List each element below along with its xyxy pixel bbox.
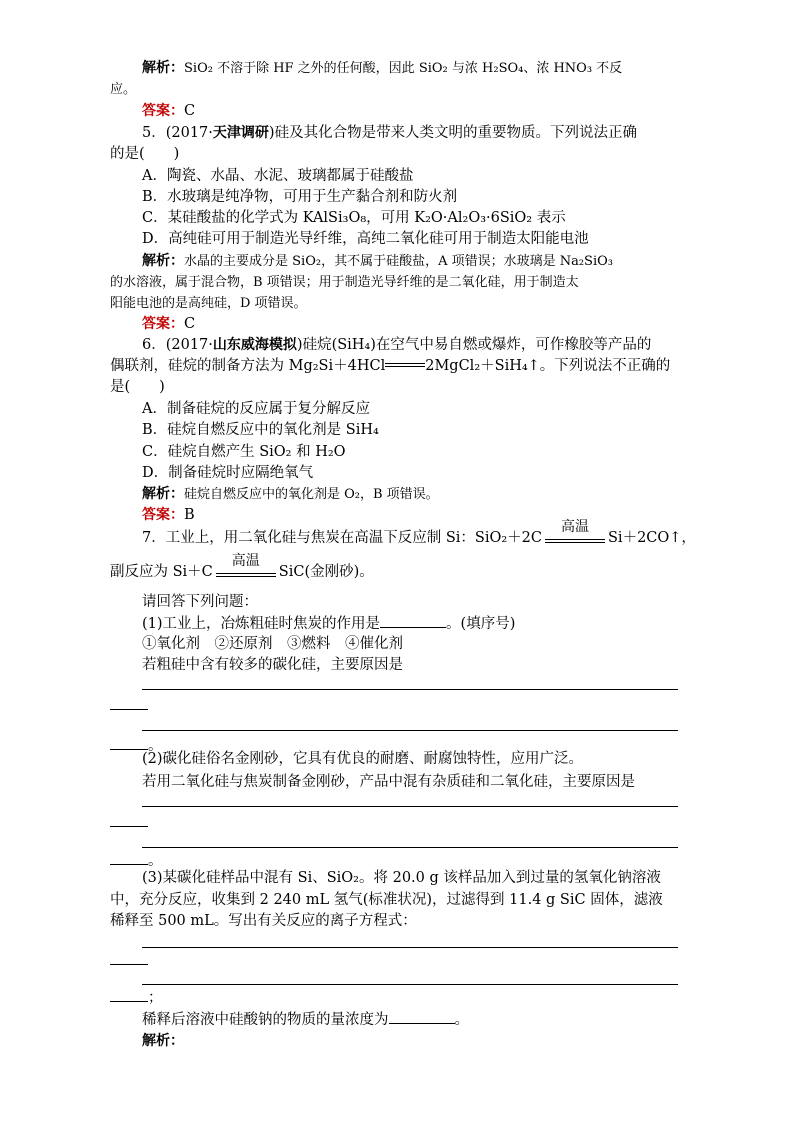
- q5-option-d: D．高纯硅可用于制造光导纤维，高纯二氧化硅可用于制造太阳能电池: [142, 231, 589, 247]
- q6-answer: 答案：B: [142, 507, 195, 523]
- answer-blank[interactable]: [380, 613, 446, 628]
- q5-analysis-line1: 解析：水晶的主要成分是 SiO₂，其不属于硅酸盐，A 项错误；水玻璃是 Na₂SiO₃: [142, 253, 613, 269]
- analysis-label: 解析：: [142, 60, 184, 76]
- answer-blank[interactable]: [389, 1009, 455, 1024]
- analysis-label: 解析：: [142, 486, 184, 502]
- q7-analysis: [142, 1031, 184, 1052]
- q5-stem-line1: 5．(2017·天津调研)硅及其化合物是带来人类文明的重要物质。下列说法正确: [142, 125, 638, 141]
- answer-line[interactable]: [142, 847, 678, 848]
- answer-line[interactable]: [142, 689, 678, 690]
- q6-stem-line3: 是( ): [110, 379, 165, 395]
- q7-part2-line1: (2)碳化硅俗名金刚砂，它具有优良的耐磨、耐腐蚀特性，应用广泛。: [142, 751, 584, 767]
- q7-part3-line3: 稀释至 500 mL。写出有关反应的离子方程式：: [110, 913, 417, 929]
- analysis-label: 解析：: [142, 253, 184, 269]
- q5-option-a: A．陶瓷、水晶、水泥、玻璃都属于硅酸盐: [142, 168, 414, 184]
- q6-analysis: 解析：硅烷自燃反应中的氧化剂是 O₂，B 项错误。: [142, 486, 439, 502]
- answer-label: 答案：: [142, 316, 184, 332]
- answer-line[interactable]: [142, 806, 678, 807]
- q7-stem-line1: 7．工业上，用二氧化硅与焦炭在高温下反应制 Si：SiO₂＋2C 高温 Si＋2CO↑，: [142, 528, 696, 549]
- q5-answer: 答案：C: [142, 316, 196, 332]
- answer-line-end-period: 。: [110, 735, 163, 756]
- answer-line-end-period: 。: [110, 850, 163, 871]
- q5-source: 天津调研: [212, 125, 269, 141]
- q4-answer: 答案：C: [142, 103, 196, 119]
- q7-part3-line2: 中，充分反应，收集到 2 240 mL 氢气(标准状况)，过滤得到 11.4 g SiC 固体，滤液: [110, 892, 663, 908]
- q5-analysis-line2: 的水溶液，属于混合物，B 项错误；用于制造光导纤维的是二氧化硅，用于制造太: [110, 275, 579, 290]
- q6-source: 山东威海模拟: [212, 337, 297, 353]
- q6-stem-line1: 6．(2017·山东威海模拟)硅烷(SiH₄)在空气中易自燃或爆炸，可作橡胶等产品的: [142, 337, 652, 353]
- analysis-label: 解析：: [142, 1033, 184, 1049]
- q6-stem-line2: 偶联剂，硅烷的制备方法为 Mg₂Si＋4HCl 2MgCl₂＋SiH₄↑。下列说法不正确的: [110, 358, 671, 374]
- answer-line-end[interactable]: [110, 826, 148, 827]
- q5-option-c: C．某硅酸盐的化学式为 KAlSi₃O₈，可用 K₂O·Al₂O₃·6SiO₂ 表示: [142, 210, 566, 226]
- answer-line-end-semicolon: ；: [110, 987, 163, 1008]
- q6-option-b: B．硅烷自燃反应中的氧化剂是 SiH₄: [142, 422, 379, 438]
- answer-line[interactable]: [142, 730, 678, 731]
- q7-stem-line2: 副反应为 Si＋C 高温 SiC(金刚砂)。: [110, 562, 374, 583]
- q7-part1: (1)工业上，冶炼粗硅时焦炭的作用是 。(填序号): [142, 613, 515, 634]
- equals-sign-icon: [385, 359, 425, 373]
- q4-analysis-line2: 应。: [110, 82, 137, 97]
- q5-option-b: B．水玻璃是纯净物，可用于生产黏合剂和防火剂: [142, 189, 458, 205]
- q4-analysis-line1: 解析：SiO₂ 不溶于除 HF 之外的任何酸，因此 SiO₂ 与浓 H₂SO₄、浓 HNO₃ 不反: [142, 60, 623, 76]
- q7-part1-options: ①氧化剂 ②还原剂 ③燃料 ④催化剂: [142, 636, 403, 652]
- q7-part3-line1: (3)某碳化硅样品中混有 Si、SiO₂。将 20.0 g 该样品加入到过量的氢氧化钠溶液: [142, 870, 661, 886]
- q7-part2-line2: 若用二氧化硅与焦炭制备金刚砂，产品中混有杂质硅和二氧化硅，主要原因是: [142, 774, 635, 790]
- q6-option-d: D．制备硅烷时应隔绝氧气: [142, 465, 314, 481]
- answer-label: 答案：: [142, 103, 184, 119]
- answer-label: 答案：: [142, 507, 184, 523]
- q7-prompt: 请回答下列问题：: [142, 594, 258, 610]
- q6-option-c: C．硅烷自燃产生 SiO₂ 和 H₂O: [142, 444, 346, 460]
- answer-line[interactable]: [142, 984, 678, 985]
- q7-part3-question2: 稀释后溶液中硅酸钠的物质的量浓度为 。: [142, 1009, 469, 1030]
- q6-option-a: A．制备硅烷的反应属于复分解反应: [142, 401, 370, 417]
- reaction-condition-sign: 高温: [216, 563, 276, 583]
- q5-analysis-line3: 阳能电池的是高纯硅，D 项错误。: [110, 296, 307, 311]
- q5-stem-line2: 的是( ): [110, 146, 180, 162]
- answer-line-end[interactable]: [110, 964, 148, 965]
- answer-line[interactable]: [142, 947, 678, 948]
- reaction-condition-sign: 高温: [545, 529, 605, 549]
- q7-part1-question2: 若粗硅中含有较多的碳化硅，主要原因是: [142, 657, 403, 673]
- answer-line-end[interactable]: [110, 709, 148, 710]
